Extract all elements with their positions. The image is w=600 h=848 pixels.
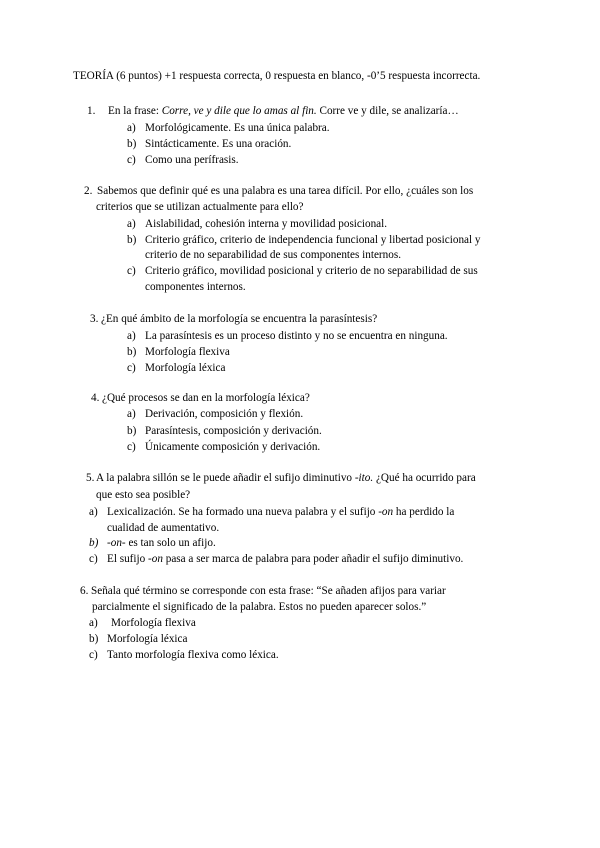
option-letter: b) <box>89 537 99 549</box>
option-text: La parasíntesis es un proceso distinto y no se encuentra en ninguna. <box>145 330 448 342</box>
option-text: Morfología flexiva <box>111 617 196 629</box>
option-text: Parasíntesis, composición y derivación. <box>145 425 322 437</box>
option-letter: c) <box>89 553 98 565</box>
question-number: 6. <box>80 585 89 597</box>
option-text: Como una perífrasis. <box>145 154 239 166</box>
question-number: 5. <box>86 472 95 484</box>
option-letter: c) <box>127 265 136 277</box>
option-letter: b) <box>127 425 137 437</box>
option-text: Morfología léxica <box>107 633 188 645</box>
question-number: 2. <box>84 185 93 197</box>
option-letter: a) <box>127 218 136 230</box>
question-stem: En la frase: Corre, ve y dile que lo amas al fin. Corre ve y dile, se analizaría… <box>108 105 459 117</box>
option-text: Únicamente composición y derivación. <box>145 441 321 453</box>
option-letter: a) <box>127 330 136 342</box>
question-stem: Señala qué término se corresponde con esta frase: “Se añaden afijos para variar <box>91 585 446 597</box>
question-stem: parcialmente el significado de la palabra. Estos no pueden aparecer solos.” <box>92 601 427 613</box>
exam-header: TEORÍA (6 puntos) +1 respuesta correcta, 0 respuesta en blanco, -0’5 respuesta incorrecta. <box>73 70 481 82</box>
option-letter: b) <box>127 346 137 358</box>
option-letter: b) <box>89 633 99 645</box>
question-stem: ¿Qué procesos se dan en la morfología léxica? <box>102 392 310 404</box>
question-stem: que esto sea posible? <box>96 489 191 501</box>
question-stem: criterios que se utilizan actualmente para ello? <box>96 201 304 213</box>
question-number: 4. <box>91 392 100 404</box>
option-text: -on- es tan solo un afijo. <box>107 537 216 549</box>
question-stem: Sabemos que definir qué es una palabra es una tarea difícil. Por ello, ¿cuáles son los <box>97 185 474 197</box>
option-letter: a) <box>127 122 136 134</box>
option-text: Lexicalización. Se ha formado una nueva palabra y el sufijo -on ha perdido la <box>107 506 455 518</box>
option-text: componentes internos. <box>145 281 246 293</box>
option-text: criterio de no separabilidad de sus componentes internos. <box>145 249 401 261</box>
option-text: Tanto morfología flexiva como léxica. <box>107 649 279 661</box>
question-stem: ¿En qué ámbito de la morfología se encuentra la parasíntesis? <box>101 313 378 325</box>
option-letter: c) <box>127 441 136 453</box>
option-letter: b) <box>127 234 137 246</box>
option-letter: a) <box>127 408 136 420</box>
option-text: Derivación, composición y flexión. <box>145 408 304 420</box>
option-text: cualidad de aumentativo. <box>107 522 220 534</box>
option-letter: c) <box>127 362 136 374</box>
option-letter: a) <box>89 617 98 629</box>
option-text: Aislabilidad, cohesión interna y movilidad posicional. <box>145 218 388 230</box>
option-text: Morfológicamente. Es una única palabra. <box>145 122 330 134</box>
option-text: Criterio gráfico, movilidad posicional y criterio de no separabilidad de sus <box>145 265 478 277</box>
option-letter: b) <box>127 138 137 150</box>
option-text: Sintácticamente. Es una oración. <box>145 138 292 150</box>
question-number: 1. <box>87 105 96 117</box>
option-text: Morfología léxica <box>145 362 226 374</box>
question-number: 3. <box>90 313 99 325</box>
option-text: Criterio gráfico, criterio de independencia funcional y libertad posicional y <box>145 234 481 246</box>
option-text: El sufijo -on pasa a ser marca de palabra para poder añadir el sufijo diminutivo. <box>107 553 464 565</box>
option-letter: a) <box>89 506 98 518</box>
option-letter: c) <box>127 154 136 166</box>
question-stem: A la palabra sillón se le puede añadir el sufijo diminutivo -ito. ¿Qué ha ocurrido para <box>96 472 476 484</box>
option-text: Morfología flexiva <box>145 346 230 358</box>
option-letter: c) <box>89 649 98 661</box>
